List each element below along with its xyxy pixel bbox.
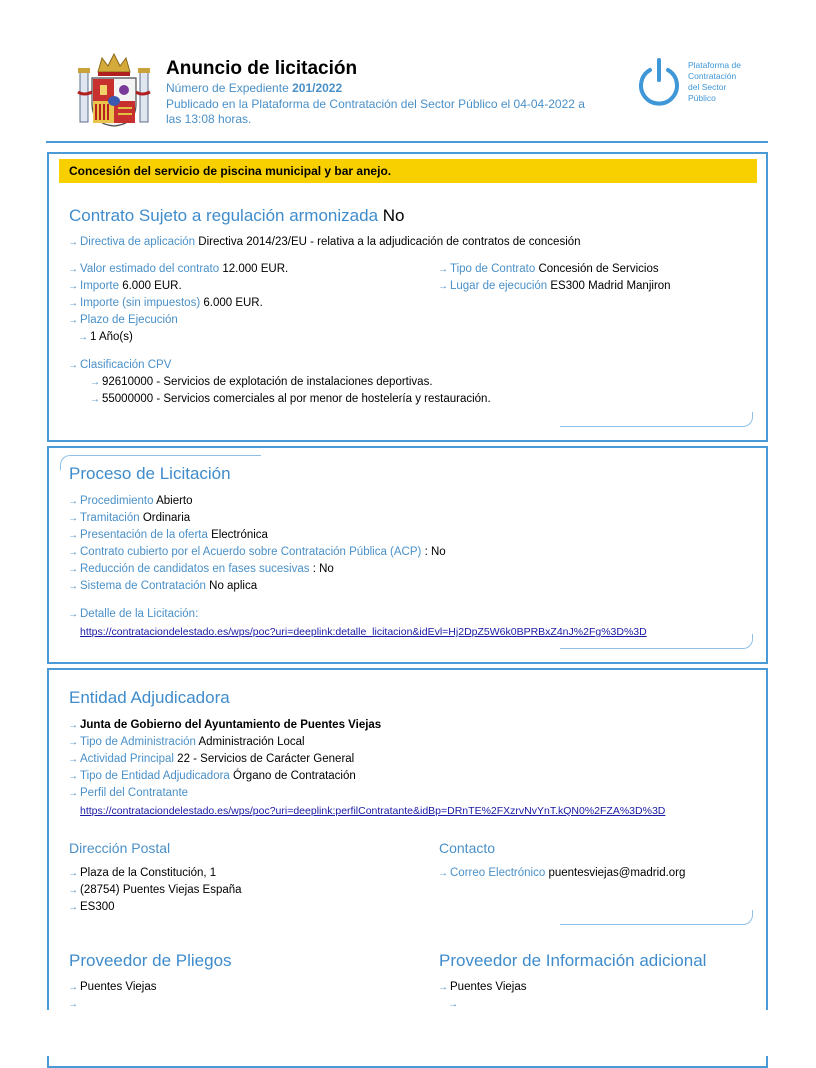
- platform-logo-line: Plataforma de: [688, 60, 741, 70]
- arrow-bullet-icon: →: [68, 513, 78, 524]
- actividad-value: 22 - Servicios de Carácter General: [177, 753, 355, 765]
- detalle-row: [68, 608, 198, 620]
- proveedor-info-value: Puentes Viejas: [450, 981, 527, 993]
- arrow-bullet-icon: →: [68, 737, 78, 748]
- tipo-row: [438, 263, 659, 275]
- presentacion-row: [68, 529, 268, 541]
- published-line-2: las 13:08 horas.: [166, 112, 252, 126]
- perfil-contratante-link[interactable]: https://contrataciondelestado.es/wps/poc?uri=deeplink:perfilContratante&idBp=DRnTE%2FXzrvNvYnT.kQN0%2FZA%3D%3D: [80, 805, 666, 817]
- arrow-bullet-icon: →: [68, 237, 78, 248]
- detalle-label: Detalle de la Licitación:: [80, 608, 199, 620]
- cpv-label: Clasificación CPV: [80, 359, 172, 371]
- tramitacion-value: Ordinaria: [142, 512, 191, 524]
- valor-row: [68, 263, 288, 275]
- arrow-bullet-icon: →: [68, 868, 78, 879]
- arrow-bullet-icon: →: [68, 315, 78, 326]
- plazo-row: [68, 314, 178, 326]
- page-bottom-margin: [0, 1010, 816, 1056]
- platform-power-icon: [636, 58, 682, 106]
- lugar-label: Lugar de ejecución: [450, 280, 548, 292]
- sistema-label: Sistema de Contratación: [80, 580, 206, 592]
- arrow-bullet-icon: →: [68, 547, 78, 558]
- entidad-name-row: [68, 719, 381, 731]
- directiva-label: Directiva de aplicación: [80, 236, 196, 248]
- proveedor-info-row: [438, 981, 527, 993]
- presentacion-value: Electrónica: [211, 529, 268, 541]
- importe-sin-row: [68, 297, 263, 309]
- arrow-bullet-icon: →: [68, 754, 78, 765]
- direccion-line: [68, 901, 115, 913]
- armonizada-value: No: [382, 206, 405, 225]
- valor-label: Valor estimado del contrato: [80, 263, 220, 275]
- reduccion-value: : No: [312, 563, 334, 575]
- tipo-entidad-label: Tipo de Entidad Adjudicadora: [80, 770, 230, 782]
- tipo-value: Concesión de Servicios: [538, 263, 659, 275]
- arrow-bullet-icon: →: [438, 264, 448, 275]
- proveedor-pliegos-value: Puentes Viejas: [80, 981, 157, 993]
- published-line-1: Publicado en la Plataforma de Contratación del Sector Público el 04-04-2022 a: [166, 97, 585, 111]
- directiva-value: Directiva 2014/23/EU - relativa a la adjudicación de contratos de concesión: [198, 236, 581, 248]
- detalle-licitacion-link[interactable]: https://contrataciondelestado.es/wps/poc?uri=deeplink:detalle_licitacion&idEvl=Hj2DpZ5W6k0BPRBxZ4nJ%2Fg%3D%3D: [80, 626, 647, 638]
- arrow-bullet-icon: →: [438, 868, 448, 879]
- expediente-label: Número de Expediente: [166, 81, 289, 95]
- arrow-bullet-icon: →: [68, 720, 78, 731]
- proveedor-pliegos-row-2: [68, 998, 80, 1010]
- arrow-bullet-icon: →: [68, 281, 78, 292]
- platform-logo-line: Contratación: [688, 71, 737, 81]
- importe-sin-label: Importe (sin impuestos): [80, 297, 201, 309]
- proceso-title: Proceso de Licitación: [69, 464, 231, 483]
- cpv-item: [90, 376, 433, 388]
- decorative-curve: [560, 412, 753, 427]
- arrow-bullet-icon: →: [68, 788, 78, 799]
- plazo-value: 1 Año(s): [90, 331, 133, 343]
- reduccion-label: Reducción de candidatos en fases sucesivas: [80, 563, 310, 575]
- decorative-curve: [560, 910, 753, 925]
- arrow-bullet-icon: →: [68, 298, 78, 309]
- platform-logo-text: [688, 60, 741, 104]
- cpv-item: [90, 393, 491, 405]
- acp-row: [68, 546, 446, 558]
- arrow-bullet-icon: →: [438, 281, 448, 292]
- correo-row: [438, 867, 685, 879]
- contract-banner: [59, 159, 757, 183]
- armonizada-heading: [69, 206, 405, 226]
- expediente-value: 201/2022: [292, 81, 343, 95]
- plazo-value-row: [78, 331, 133, 343]
- correo-value[interactable]: puentesviejas@madrid.org: [548, 867, 686, 879]
- expediente-line: [166, 80, 342, 96]
- arrow-bullet-icon: →: [68, 581, 78, 592]
- direccion-text: ES300: [80, 901, 115, 913]
- direccion-text: Plaza de la Constitución, 1: [80, 867, 217, 879]
- contacto-title: Contacto: [439, 840, 496, 856]
- presentacion-label: Presentación de la oferta: [80, 529, 208, 541]
- acp-value: : No: [424, 546, 446, 558]
- platform-logo-line: Público: [688, 93, 716, 103]
- entidad-title: Entidad Adjudicadora: [69, 688, 230, 707]
- tipo-label: Tipo de Contrato: [450, 263, 536, 275]
- header-divider: [46, 141, 768, 143]
- contract-banner-text: Concesión del servicio de piscina municipal y bar anejo.: [69, 164, 392, 178]
- sistema-row: [68, 580, 257, 592]
- arrow-bullet-icon: →: [90, 377, 100, 388]
- decorative-curve: [560, 634, 753, 649]
- directiva-row: [68, 236, 581, 248]
- tipo-admin-value: Administración Local: [198, 736, 305, 748]
- coat-of-arms-logo: [76, 52, 152, 128]
- arrow-bullet-icon: →: [68, 564, 78, 575]
- perfil-label: Perfil del Contratante: [80, 787, 189, 799]
- arrow-bullet-icon: →: [68, 982, 78, 993]
- tipo-admin-label: Tipo de Administración: [80, 736, 196, 748]
- lugar-row: [438, 280, 671, 292]
- tramitacion-row: [68, 512, 190, 524]
- correo-label: Correo Electrónico: [450, 867, 546, 879]
- arrow-bullet-icon: →: [68, 885, 78, 896]
- arrow-bullet-icon: →: [68, 264, 78, 275]
- direccion-line: [68, 884, 242, 896]
- arrow-bullet-icon: →: [68, 999, 78, 1010]
- arrow-bullet-icon: →: [78, 332, 88, 343]
- armonizada-label: Contrato Sujeto a regulación armonizada: [69, 206, 379, 225]
- document-title: Anuncio de licitación: [166, 58, 358, 79]
- procedimiento-label: Procedimiento: [80, 495, 154, 507]
- actividad-label: Actividad Principal: [80, 753, 174, 765]
- valor-value: 12.000 EUR.: [222, 263, 289, 275]
- arrow-bullet-icon: →: [438, 982, 448, 993]
- arrow-bullet-icon: →: [68, 902, 78, 913]
- perfil-row: [68, 787, 188, 799]
- plazo-label: Plazo de Ejecución: [80, 314, 178, 326]
- cpv-item-text: 55000000 - Servicios comerciales al por menor de hostelería y restauración.: [102, 393, 491, 405]
- arrow-bullet-icon: →: [68, 530, 78, 541]
- importe-label: Importe: [80, 280, 119, 292]
- arrow-bullet-icon: →: [68, 496, 78, 507]
- cpv-row: [68, 359, 171, 371]
- actividad-row: [68, 753, 354, 765]
- importe-sin-value: 6.000 EUR.: [203, 297, 263, 309]
- sistema-value: No aplica: [209, 580, 258, 592]
- tipo-entidad-value: Órgano de Contratación: [233, 770, 356, 782]
- arrow-bullet-icon: →: [68, 771, 78, 782]
- proveedor-pliegos-title: Proveedor de Pliegos: [69, 951, 232, 970]
- tramitacion-label: Tramitación: [80, 512, 140, 524]
- proveedor-info-row-2: [448, 998, 460, 1010]
- arrow-bullet-icon: →: [448, 999, 458, 1010]
- cpv-item-text: 92610000 - Servicios de explotación de instalaciones deportivas.: [102, 376, 433, 388]
- direccion-text: (28754) Puentes Viejas España: [80, 884, 242, 896]
- proveedor-pliegos-row: [68, 981, 157, 993]
- arrow-bullet-icon: →: [68, 360, 78, 371]
- reduccion-row: [68, 563, 334, 575]
- platform-logo-line: del Sector: [688, 82, 727, 92]
- direccion-line: [68, 867, 216, 879]
- importe-row: [68, 280, 182, 292]
- acp-label: Contrato cubierto por el Acuerdo sobre Contratación Pública (ACP): [80, 546, 422, 558]
- procedimiento-row: [68, 495, 193, 507]
- importe-value: 6.000 EUR.: [122, 280, 182, 292]
- proveedor-info-title: Proveedor de Información adicional: [439, 951, 707, 970]
- tipo-entidad-row: [68, 770, 356, 782]
- lugar-value: ES300 Madrid Manjiron: [550, 280, 671, 292]
- arrow-bullet-icon: →: [90, 394, 100, 405]
- tipo-admin-row: [68, 736, 305, 748]
- procedimiento-value: Abierto: [156, 495, 193, 507]
- direccion-title: Dirección Postal: [69, 840, 171, 856]
- arrow-bullet-icon: →: [68, 609, 78, 620]
- entidad-name: Junta de Gobierno del Ayuntamiento de Puentes Viejas: [80, 719, 382, 731]
